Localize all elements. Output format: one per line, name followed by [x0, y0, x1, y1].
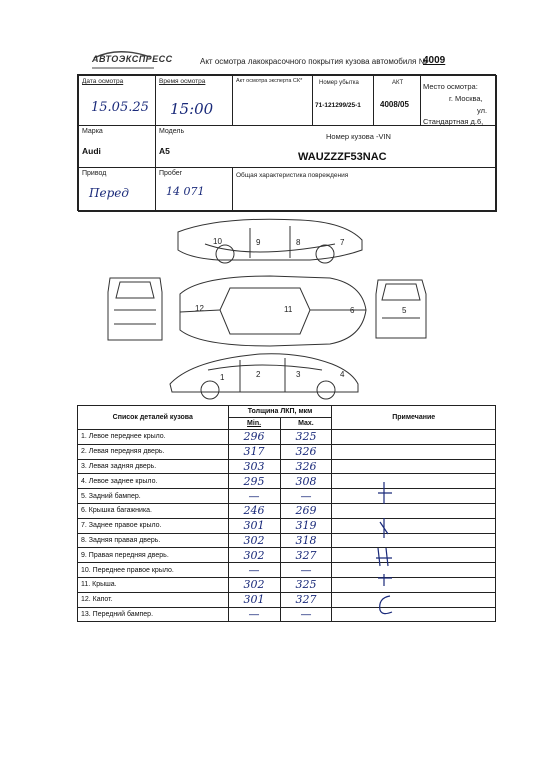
part-name: 12. Капот. — [78, 592, 229, 607]
model-label: Модель — [159, 128, 185, 135]
parts-row — [78, 548, 496, 563]
part-name: 11. Крыша. — [78, 577, 229, 592]
note-cell — [332, 444, 496, 459]
loss-label: Номер убытка — [319, 80, 359, 86]
part-name: 4. Левое заднее крыло. — [78, 474, 229, 489]
max-thickness: 326 — [280, 444, 332, 459]
parts-row — [78, 444, 496, 459]
place-cell — [420, 75, 497, 126]
part-name: 10. Переднее правое крыло. — [78, 563, 229, 578]
zone-label-4: 4 — [340, 370, 345, 379]
min-thickness: 302 — [228, 533, 280, 548]
col-note-header: Примечание — [332, 406, 496, 430]
part-name: 13. Передний бампер. — [78, 607, 229, 622]
mileage-value: 14 071 — [166, 185, 205, 198]
max-thickness: 269 — [280, 503, 332, 518]
zone-label-8: 8 — [296, 238, 301, 247]
parts-row — [78, 459, 496, 474]
date-value: 15.05.25 — [91, 100, 149, 115]
parts-row — [78, 592, 496, 607]
part-name: 3. Левая задняя дверь. — [78, 459, 229, 474]
part-name: 9. Правая передняя дверь. — [78, 548, 229, 563]
vin-label: Номер кузова -VIN — [326, 132, 391, 141]
car-front-outline — [108, 278, 162, 340]
parts-header-row-1 — [78, 406, 496, 418]
parts-row — [78, 607, 496, 622]
col-parts-header: Список деталей кузова — [78, 406, 229, 430]
drive-value: Перед — [89, 186, 129, 200]
min-thickness: 301 — [228, 592, 280, 607]
zone-label-12: 12 — [195, 304, 204, 313]
part-name: 5. Задний бампер. — [78, 489, 229, 504]
parts-row — [78, 430, 496, 445]
company-logo — [88, 48, 173, 70]
parts-row — [78, 533, 496, 548]
parts-table-body — [78, 430, 496, 622]
parts-row — [78, 518, 496, 533]
brand-value: Audi — [82, 146, 101, 156]
col-min-header: Min. — [228, 418, 280, 430]
min-thickness: 302 — [228, 548, 280, 563]
max-thickness: 319 — [280, 518, 332, 533]
zone-label-6: 6 — [350, 306, 355, 315]
min-thickness: 317 — [228, 444, 280, 459]
note-cell — [332, 548, 496, 563]
place-line-1: г. Москва, — [449, 94, 483, 103]
min-thickness: 296 — [228, 430, 280, 445]
act-label: АКТ — [392, 80, 404, 86]
part-name: 6. Крышка багажника. — [78, 503, 229, 518]
parts-row — [78, 489, 496, 504]
parts-table — [77, 405, 496, 622]
min-thickness: — — [228, 607, 280, 622]
zone-label-10: 10 — [213, 237, 222, 246]
min-thickness: 246 — [228, 503, 280, 518]
car-left-side-outline — [170, 354, 358, 392]
car-body-diagram — [100, 214, 440, 410]
handwritten-note-marks — [370, 478, 410, 618]
act-title: Акт осмотра лакокрасочного покрытия кузова автомобиля № — [200, 57, 428, 66]
drive-label: Привод — [82, 170, 107, 177]
note-cell — [332, 459, 496, 474]
car-diagram-svg — [100, 214, 440, 410]
place-label: Место осмотра: — [423, 82, 478, 91]
min-thickness: 301 — [228, 518, 280, 533]
model-vin-cell — [155, 125, 497, 168]
max-thickness: 327 — [280, 592, 332, 607]
max-thickness: — — [280, 489, 332, 504]
time-label: Время осмотра — [159, 78, 206, 85]
zone-label-9: 9 — [256, 238, 261, 247]
max-thickness: — — [280, 607, 332, 622]
loss-value: 71-121299/25-1 — [315, 102, 361, 109]
date-cell — [78, 75, 156, 126]
min-thickness: — — [228, 489, 280, 504]
note-cell — [332, 533, 496, 548]
max-thickness: 318 — [280, 533, 332, 548]
note-cell — [332, 577, 496, 592]
zone-label-1: 1 — [220, 373, 225, 382]
vin-value: WAUZZZF53NAC — [298, 151, 387, 163]
part-name: 2. Левая передняя дверь. — [78, 444, 229, 459]
max-thickness: 326 — [280, 459, 332, 474]
part-name: 7. Заднее правое крыло. — [78, 518, 229, 533]
header-form — [77, 74, 496, 211]
brand-cell — [78, 125, 156, 168]
min-thickness: — — [228, 563, 280, 578]
parts-row — [78, 577, 496, 592]
part-name: 8. Задняя правая дверь. — [78, 533, 229, 548]
parts-row — [78, 474, 496, 489]
damage-cell — [232, 167, 497, 212]
note-cell — [332, 592, 496, 607]
act-value: 4008/05 — [380, 100, 409, 109]
loss-cell — [312, 75, 374, 126]
min-thickness: 295 — [228, 474, 280, 489]
model-value: A5 — [159, 146, 170, 156]
zone-label-3: 3 — [296, 370, 301, 379]
note-cell — [332, 489, 496, 504]
act-number: 4009 — [423, 55, 446, 66]
car-rear-outline — [376, 280, 426, 338]
max-thickness: 325 — [280, 577, 332, 592]
mileage-cell — [155, 167, 233, 212]
note-cell — [332, 503, 496, 518]
zone-label-5: 5 — [402, 306, 407, 315]
logo-text: АВТОЭКСПРЕСС — [92, 54, 173, 64]
zone-label-11: 11 — [284, 305, 293, 314]
brand-label: Марка — [82, 128, 103, 135]
place-line-3: Стандартная д.6, — [423, 117, 484, 126]
col-thickness-header: Толщина ЛКП, мкм — [228, 406, 332, 418]
note-cell — [332, 474, 496, 489]
drive-cell — [78, 167, 156, 212]
mileage-label: Пробег — [159, 170, 183, 177]
parts-row — [78, 563, 496, 578]
damage-label: Общая характеристика повреждения — [236, 172, 349, 179]
expert-label: Акт осмотра эксперта СК* — [236, 78, 303, 84]
time-cell — [155, 75, 233, 126]
zone-label-2: 2 — [256, 370, 261, 379]
note-cell — [332, 563, 496, 578]
zone-label-7: 7 — [340, 238, 345, 247]
min-thickness: 303 — [228, 459, 280, 474]
part-name: 1. Левое переднее крыло. — [78, 430, 229, 445]
act-cell — [373, 75, 421, 126]
note-cell — [332, 607, 496, 622]
min-thickness: 302 — [228, 577, 280, 592]
expert-cell — [232, 75, 313, 126]
place-line-2: ул. — [477, 106, 488, 115]
max-thickness: — — [280, 563, 332, 578]
note-cell — [332, 430, 496, 445]
parts-row — [78, 503, 496, 518]
max-thickness: 308 — [280, 474, 332, 489]
col-max-header: Max. — [280, 418, 332, 430]
max-thickness: 327 — [280, 548, 332, 563]
time-value: 15:00 — [170, 100, 214, 118]
max-thickness: 325 — [280, 430, 332, 445]
note-cell — [332, 518, 496, 533]
date-label: Дата осмотра — [82, 78, 124, 85]
